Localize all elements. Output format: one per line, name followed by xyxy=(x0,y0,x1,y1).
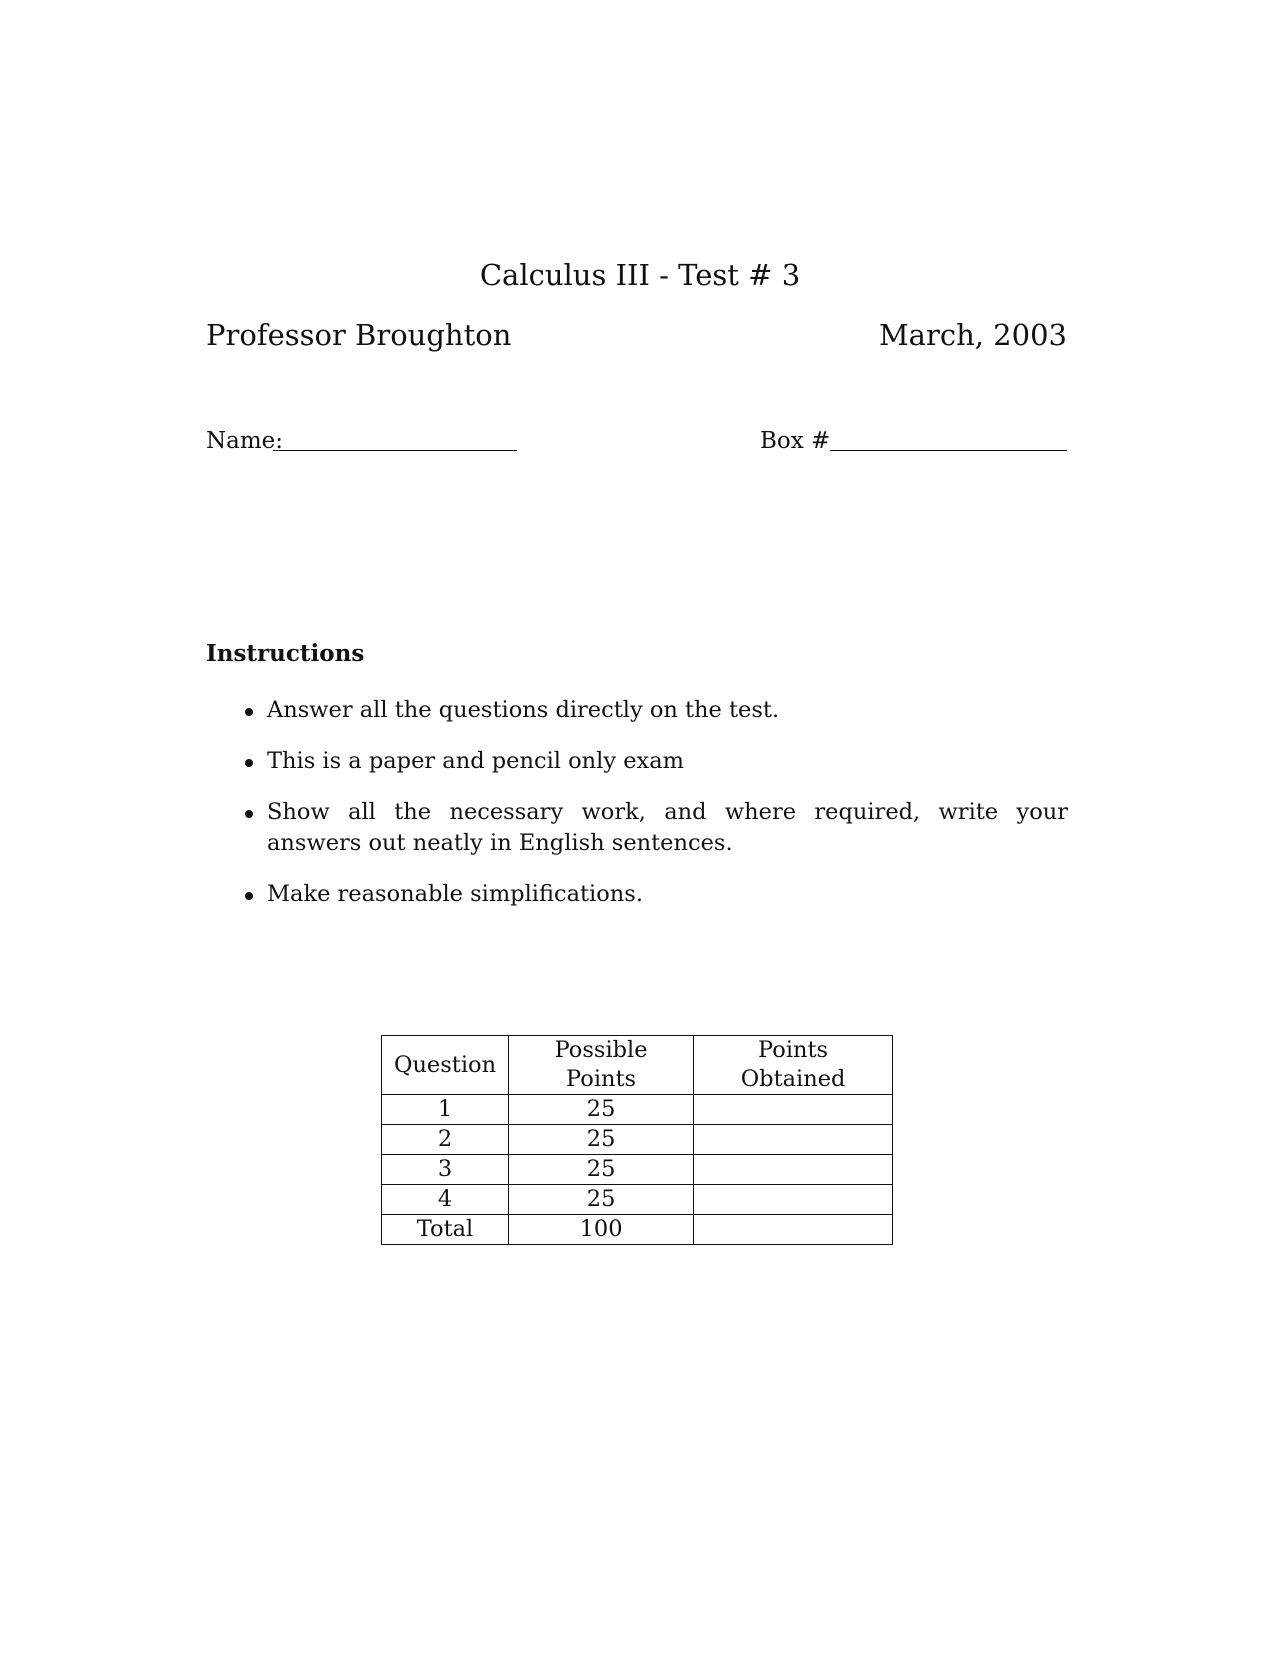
exam-date: March, 2003 xyxy=(878,318,1067,352)
possible-points-cell: 25 xyxy=(509,1155,694,1185)
table-row-total xyxy=(382,1215,893,1245)
name-field[interactable] xyxy=(273,450,517,451)
points-obtained-cell[interactable] xyxy=(694,1125,893,1155)
name-label: Name: xyxy=(206,428,284,454)
box-number-field[interactable] xyxy=(830,450,1067,451)
points-obtained-cell[interactable] xyxy=(694,1155,893,1185)
instructions-heading: Instructions xyxy=(206,640,365,667)
question-cell: Total xyxy=(382,1215,509,1245)
question-cell: 4 xyxy=(382,1185,509,1215)
box-label: Box # xyxy=(760,428,831,454)
question-cell: 2 xyxy=(382,1125,509,1155)
possible-points-cell: 25 xyxy=(509,1185,694,1215)
list-item xyxy=(206,797,1068,859)
question-cell: 3 xyxy=(382,1155,509,1185)
points-obtained-cell[interactable] xyxy=(694,1185,893,1215)
professor-name: Professor Broughton xyxy=(206,318,512,352)
bullet-icon xyxy=(245,759,253,767)
points-obtained-cell[interactable] xyxy=(694,1215,893,1245)
score-table xyxy=(381,1035,893,1245)
instruction-text: Make reasonable simplifications. xyxy=(267,881,643,907)
points-obtained-cell[interactable] xyxy=(694,1095,893,1125)
instruction-text: Show all the necessary work, and where required, write your answers out neatly in English sentences. xyxy=(267,799,1068,856)
column-header-points-obtained: Points Obtained xyxy=(694,1036,893,1095)
question-cell: 1 xyxy=(382,1095,509,1125)
table-row xyxy=(382,1095,893,1125)
list-item xyxy=(206,695,1068,726)
bullet-icon xyxy=(245,892,253,900)
instruction-text: Answer all the questions directly on the test. xyxy=(267,697,780,723)
list-item xyxy=(206,746,1068,777)
instruction-text: This is a paper and pencil only exam xyxy=(267,748,684,774)
table-row xyxy=(382,1155,893,1185)
table-header-row xyxy=(382,1036,893,1095)
instructions-list xyxy=(206,695,1068,930)
possible-points-cell: 25 xyxy=(509,1125,694,1155)
column-header-question: Question xyxy=(382,1036,509,1095)
page-title: Calculus III - Test # 3 xyxy=(479,258,801,292)
possible-points-cell: 25 xyxy=(509,1095,694,1125)
possible-points-cell: 100 xyxy=(509,1215,694,1245)
table-row xyxy=(382,1125,893,1155)
list-item xyxy=(206,879,1068,910)
bullet-icon xyxy=(245,708,253,716)
table-row xyxy=(382,1185,893,1215)
bullet-icon xyxy=(245,810,253,818)
column-header-possible-points: Possible Points xyxy=(509,1036,694,1095)
